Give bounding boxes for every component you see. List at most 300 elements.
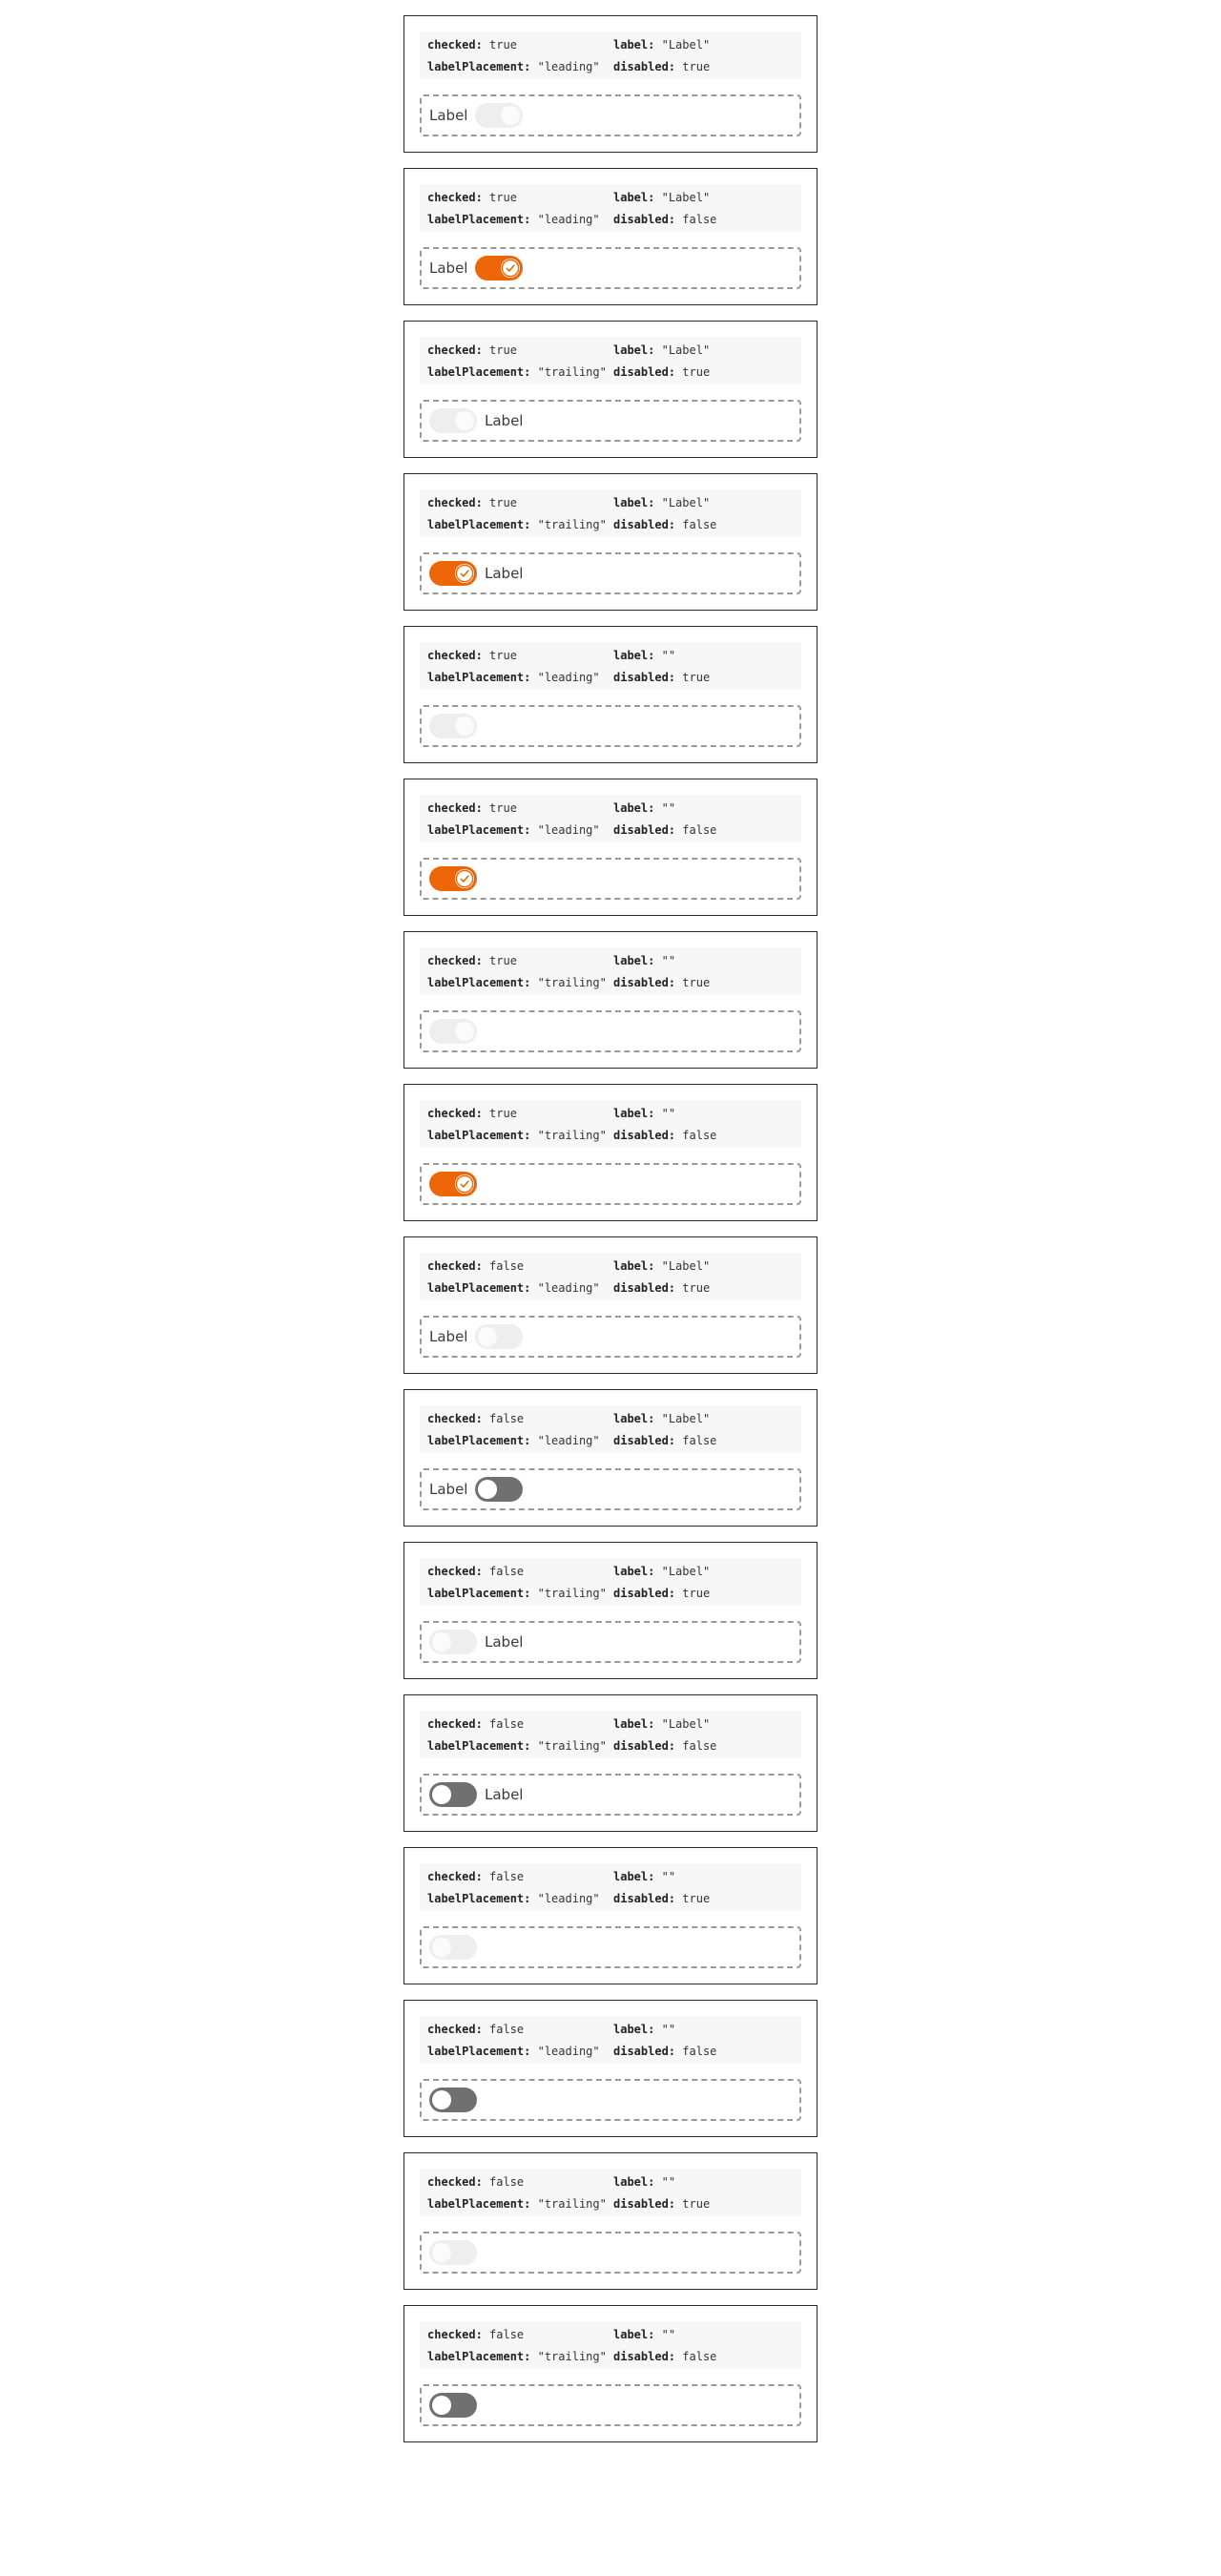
prop-value: "trailing" — [537, 1587, 607, 1600]
prop-value: false — [682, 1129, 717, 1142]
prop-key: labelPlacement: — [427, 60, 531, 73]
prop-key: disabled: — [613, 2350, 676, 2363]
toggle-case-card — [404, 2305, 817, 2442]
prop-disabled — [613, 365, 794, 380]
prop-checked — [427, 2175, 613, 2190]
toggle-label: Label — [429, 107, 468, 124]
prop-key: checked: — [427, 1107, 483, 1120]
toggle-control[interactable] — [429, 866, 477, 891]
toggle-case-card — [404, 321, 817, 458]
toggle-preview — [420, 1010, 801, 1052]
prop-value: false — [489, 2328, 525, 2341]
prop-key: label: — [613, 38, 655, 52]
prop-key: checked: — [427, 2023, 483, 2036]
prop-label — [613, 2328, 794, 2342]
prop-label — [613, 2023, 794, 2037]
toggle-case-card — [404, 626, 817, 763]
prop-labelplacement — [427, 518, 613, 532]
toggle-preview — [420, 705, 801, 747]
props-panel — [420, 1100, 801, 1148]
prop-checked — [427, 496, 613, 510]
toggle-switch-on[interactable] — [429, 1172, 477, 1196]
toggle-preview — [420, 1316, 801, 1358]
prop-checked — [427, 2328, 613, 2342]
prop-key: disabled: — [613, 1281, 676, 1295]
prop-checked — [427, 1107, 613, 1121]
prop-checked — [427, 649, 613, 663]
toggle-case-card — [404, 1084, 817, 1221]
check-icon — [455, 1174, 474, 1194]
prop-key: labelPlacement: — [427, 1739, 531, 1753]
prop-labelplacement — [427, 1739, 613, 1754]
prop-key: labelPlacement: — [427, 365, 531, 379]
prop-key: labelPlacement: — [427, 671, 531, 684]
prop-checked — [427, 801, 613, 816]
prop-labelplacement — [427, 1129, 613, 1143]
prop-disabled — [613, 213, 794, 227]
toggle-knob — [432, 2243, 451, 2262]
toggle-label: Label — [485, 1633, 524, 1651]
toggle-knob — [432, 1785, 451, 1804]
prop-value: "trailing" — [537, 2197, 607, 2211]
props-panel — [420, 184, 801, 232]
prop-labelplacement — [427, 2045, 613, 2059]
prop-value: "trailing" — [537, 976, 607, 989]
prop-label — [613, 343, 794, 358]
prop-value: false — [489, 2023, 525, 2036]
toggle-label: Label — [485, 565, 524, 582]
props-panel — [420, 1863, 801, 1911]
toggle-control[interactable] — [429, 2088, 477, 2112]
toggle-control[interactable] — [429, 561, 523, 586]
toggle-case-card — [404, 15, 817, 153]
prop-value: false — [682, 518, 717, 531]
prop-key: label: — [613, 2175, 655, 2189]
prop-labelplacement — [427, 1587, 613, 1601]
toggle-switch-off — [475, 1324, 523, 1349]
toggle-case-card — [404, 1694, 817, 1832]
prop-key: disabled: — [613, 1434, 676, 1447]
props-panel — [420, 1558, 801, 1606]
toggle-preview — [420, 2232, 801, 2274]
prop-value: "" — [661, 954, 676, 967]
prop-value: true — [489, 1107, 517, 1120]
prop-key: checked: — [427, 2175, 483, 2189]
toggle-knob — [432, 2090, 451, 2109]
prop-key: disabled: — [613, 1587, 676, 1600]
prop-disabled — [613, 2045, 794, 2059]
prop-value: "" — [661, 649, 676, 662]
toggle-label: Label — [429, 260, 468, 277]
prop-key: disabled: — [613, 2197, 676, 2211]
prop-key: checked: — [427, 1259, 483, 1273]
toggle-label: Label — [429, 1481, 468, 1498]
toggle-case-card — [404, 473, 817, 611]
prop-key: disabled: — [613, 823, 676, 837]
prop-disabled — [613, 1129, 794, 1143]
toggle-knob — [455, 564, 474, 583]
prop-disabled — [613, 2350, 794, 2364]
toggle-switch-on[interactable] — [429, 866, 477, 891]
prop-key: checked: — [427, 191, 483, 204]
toggle-knob — [455, 1174, 474, 1194]
prop-labelplacement — [427, 976, 613, 990]
prop-key: labelPlacement: — [427, 1587, 531, 1600]
prop-key: label: — [613, 954, 655, 967]
props-panel — [420, 2321, 801, 2369]
prop-key: labelPlacement: — [427, 2350, 531, 2363]
prop-checked — [427, 38, 613, 52]
toggle-knob — [455, 869, 474, 888]
toggle-preview — [420, 1163, 801, 1205]
prop-key: checked: — [427, 1412, 483, 1425]
prop-checked — [427, 1717, 613, 1732]
prop-value: "" — [661, 1870, 676, 1883]
prop-key: labelPlacement: — [427, 1434, 531, 1447]
prop-key: labelPlacement: — [427, 213, 531, 226]
prop-disabled — [613, 1892, 794, 1906]
prop-value: false — [489, 1259, 525, 1273]
toggle-case-card — [404, 1847, 817, 1984]
prop-value: true — [489, 801, 517, 815]
prop-label — [613, 1259, 794, 1274]
prop-labelplacement — [427, 365, 613, 380]
toggle-case-card — [404, 931, 817, 1069]
toggle-knob — [501, 259, 520, 278]
prop-key: labelPlacement: — [427, 823, 531, 837]
prop-value: false — [489, 2175, 525, 2189]
toggle-switch-off — [429, 2240, 477, 2265]
toggle-preview — [420, 2384, 801, 2426]
prop-key: label: — [613, 2328, 655, 2341]
prop-key: checked: — [427, 1717, 483, 1731]
toggle-knob — [455, 1022, 474, 1041]
prop-value: true — [489, 343, 517, 357]
prop-label — [613, 1565, 794, 1579]
prop-value: "trailing" — [537, 2350, 607, 2363]
prop-value: "" — [661, 2328, 676, 2341]
prop-value: "leading" — [537, 1434, 600, 1447]
toggle-switch-off[interactable] — [429, 2088, 477, 2112]
prop-value: "Label" — [661, 38, 711, 52]
props-panel — [420, 31, 801, 79]
prop-value: "trailing" — [537, 365, 607, 379]
prop-value: false — [682, 2350, 717, 2363]
toggle-preview — [420, 552, 801, 594]
toggle-switch-off[interactable] — [475, 1477, 523, 1502]
prop-key: label: — [613, 1565, 655, 1578]
toggle-preview — [420, 1621, 801, 1663]
toggle-control — [429, 1935, 477, 1960]
toggle-switch-on — [429, 1019, 477, 1044]
prop-key: label: — [613, 496, 655, 509]
toggle-knob — [455, 411, 474, 430]
prop-key: label: — [613, 649, 655, 662]
prop-labelplacement — [427, 213, 613, 227]
prop-value: "trailing" — [537, 1129, 607, 1142]
prop-disabled — [613, 1739, 794, 1754]
prop-key: checked: — [427, 38, 483, 52]
toggle-control — [429, 1324, 523, 1349]
toggle-switch-on — [475, 103, 523, 128]
prop-label — [613, 649, 794, 663]
prop-disabled — [613, 1587, 794, 1601]
prop-value: "leading" — [537, 213, 600, 226]
prop-key: checked: — [427, 496, 483, 509]
prop-value: false — [682, 823, 717, 837]
prop-value: "Label" — [661, 1259, 711, 1273]
prop-labelplacement — [427, 1434, 613, 1448]
toggle-case-card — [404, 2000, 817, 2137]
prop-value: false — [682, 213, 717, 226]
prop-value: "trailing" — [537, 1739, 607, 1753]
prop-labelplacement — [427, 1892, 613, 1906]
toggle-preview — [420, 858, 801, 900]
toggle-variants-list — [404, 15, 817, 2458]
prop-value: true — [489, 191, 517, 204]
prop-checked — [427, 2023, 613, 2037]
toggle-preview — [420, 2079, 801, 2121]
prop-key: disabled: — [613, 213, 676, 226]
prop-label — [613, 2175, 794, 2190]
prop-key: checked: — [427, 1565, 483, 1578]
prop-checked — [427, 343, 613, 358]
prop-checked — [427, 1259, 613, 1274]
prop-key: label: — [613, 1259, 655, 1273]
prop-key: checked: — [427, 954, 483, 967]
prop-disabled — [613, 518, 794, 532]
toggle-switch-on[interactable] — [475, 256, 523, 280]
prop-disabled — [613, 1434, 794, 1448]
prop-labelplacement — [427, 60, 613, 74]
prop-key: label: — [613, 2023, 655, 2036]
prop-value: true — [682, 976, 711, 989]
prop-key: checked: — [427, 801, 483, 815]
prop-disabled — [613, 60, 794, 74]
check-icon — [501, 259, 520, 278]
prop-value: false — [489, 1870, 525, 1883]
toggle-knob — [432, 1632, 451, 1652]
prop-key: disabled: — [613, 1892, 676, 1905]
toggle-knob — [455, 717, 474, 736]
prop-label — [613, 191, 794, 205]
prop-labelplacement — [427, 2197, 613, 2212]
prop-labelplacement — [427, 823, 613, 838]
toggle-switch-on[interactable] — [429, 561, 477, 586]
check-icon — [455, 564, 474, 583]
prop-value: "" — [661, 2175, 676, 2189]
prop-key: disabled: — [613, 1129, 676, 1142]
prop-key: labelPlacement: — [427, 976, 531, 989]
toggle-control[interactable] — [429, 256, 523, 280]
prop-value: "leading" — [537, 2045, 600, 2058]
toggle-label: Label — [485, 1786, 524, 1803]
prop-value: "leading" — [537, 823, 600, 837]
prop-value: "" — [661, 801, 676, 815]
prop-value: true — [682, 60, 711, 73]
prop-key: checked: — [427, 343, 483, 357]
toggle-case-card — [404, 2152, 817, 2290]
prop-key: disabled: — [613, 976, 676, 989]
check-icon — [455, 869, 474, 888]
prop-label — [613, 1412, 794, 1426]
prop-key: disabled: — [613, 2045, 676, 2058]
toggle-control[interactable] — [429, 1477, 523, 1502]
toggle-knob — [432, 2396, 451, 2415]
prop-label — [613, 1717, 794, 1732]
prop-value: "leading" — [537, 1892, 600, 1905]
toggle-switch-off — [429, 1935, 477, 1960]
prop-label — [613, 38, 794, 52]
toggle-switch-off[interactable] — [429, 1782, 477, 1807]
prop-key: labelPlacement: — [427, 2197, 531, 2211]
prop-key: checked: — [427, 1870, 483, 1883]
toggle-preview — [420, 247, 801, 289]
prop-value: true — [682, 365, 711, 379]
toggle-case-card — [404, 779, 817, 916]
prop-checked — [427, 1412, 613, 1426]
toggle-knob — [501, 106, 520, 125]
prop-value: true — [682, 1587, 711, 1600]
prop-value: "leading" — [537, 1281, 600, 1295]
prop-key: labelPlacement: — [427, 2045, 531, 2058]
prop-value: "Label" — [661, 1565, 711, 1578]
toggle-control — [429, 2240, 477, 2265]
prop-value: false — [682, 2045, 717, 2058]
prop-checked — [427, 954, 613, 968]
prop-value: "leading" — [537, 60, 600, 73]
toggle-preview — [420, 400, 801, 442]
toggle-control — [429, 1630, 523, 1654]
prop-labelplacement — [427, 671, 613, 685]
prop-value: "Label" — [661, 496, 711, 509]
prop-value: true — [489, 649, 517, 662]
toggle-preview — [420, 1926, 801, 1968]
prop-key: disabled: — [613, 60, 676, 73]
prop-value: true — [682, 2197, 711, 2211]
toggle-case-card — [404, 168, 817, 305]
prop-key: disabled: — [613, 365, 676, 379]
prop-value: true — [682, 1281, 711, 1295]
prop-value: true — [489, 38, 517, 52]
prop-value: "trailing" — [537, 518, 607, 531]
prop-key: labelPlacement: — [427, 1892, 531, 1905]
prop-key: disabled: — [613, 518, 676, 531]
prop-key: label: — [613, 1412, 655, 1425]
toggle-preview — [420, 94, 801, 136]
prop-disabled — [613, 976, 794, 990]
toggle-control — [429, 714, 477, 738]
prop-key: labelPlacement: — [427, 1129, 531, 1142]
prop-checked — [427, 1565, 613, 1579]
props-panel — [420, 1711, 801, 1758]
prop-value: false — [682, 1739, 717, 1753]
prop-value: "Label" — [661, 1717, 711, 1731]
prop-value: true — [682, 671, 711, 684]
prop-value: true — [682, 1892, 711, 1905]
toggle-switch-on — [429, 714, 477, 738]
prop-key: label: — [613, 1717, 655, 1731]
props-panel — [420, 2169, 801, 2216]
prop-value: "" — [661, 1107, 676, 1120]
prop-value: true — [489, 496, 517, 509]
prop-value: false — [489, 1565, 525, 1578]
prop-value: false — [682, 1434, 717, 1447]
prop-value: true — [489, 954, 517, 967]
prop-checked — [427, 1870, 613, 1884]
prop-key: label: — [613, 191, 655, 204]
prop-key: label: — [613, 343, 655, 357]
toggle-preview — [420, 1468, 801, 1510]
prop-key: disabled: — [613, 1739, 676, 1753]
toggle-switch-on — [429, 408, 477, 433]
toggle-label: Label — [485, 412, 524, 429]
prop-value: "leading" — [537, 671, 600, 684]
toggle-knob — [432, 1938, 451, 1957]
toggle-control — [429, 408, 523, 433]
props-panel — [420, 1405, 801, 1453]
props-panel — [420, 2016, 801, 2064]
toggle-control — [429, 103, 523, 128]
prop-checked — [427, 191, 613, 205]
prop-label — [613, 1870, 794, 1884]
toggle-case-card — [404, 1389, 817, 1527]
toggle-control[interactable] — [429, 1782, 523, 1807]
toggle-switch-off — [429, 1630, 477, 1654]
prop-key: checked: — [427, 2328, 483, 2341]
toggle-preview — [420, 1774, 801, 1816]
prop-labelplacement — [427, 2350, 613, 2364]
toggle-label: Label — [429, 1328, 468, 1345]
prop-disabled — [613, 1281, 794, 1296]
prop-key: labelPlacement: — [427, 1281, 531, 1295]
prop-label — [613, 1107, 794, 1121]
prop-value: "Label" — [661, 1412, 711, 1425]
prop-label — [613, 801, 794, 816]
toggle-control — [429, 1019, 477, 1044]
prop-disabled — [613, 2197, 794, 2212]
prop-disabled — [613, 671, 794, 685]
toggle-knob — [478, 1480, 497, 1499]
prop-key: checked: — [427, 649, 483, 662]
prop-disabled — [613, 823, 794, 838]
prop-value: "Label" — [661, 191, 711, 204]
prop-value: "" — [661, 2023, 676, 2036]
prop-labelplacement — [427, 1281, 613, 1296]
toggle-case-card — [404, 1236, 817, 1374]
toggle-control[interactable] — [429, 2393, 477, 2418]
props-panel — [420, 1253, 801, 1300]
props-panel — [420, 489, 801, 537]
toggle-knob — [478, 1327, 497, 1346]
prop-key: label: — [613, 801, 655, 815]
prop-label — [613, 954, 794, 968]
prop-key: disabled: — [613, 671, 676, 684]
prop-value: false — [489, 1717, 525, 1731]
prop-value: false — [489, 1412, 525, 1425]
prop-value: "Label" — [661, 343, 711, 357]
toggle-case-card — [404, 1542, 817, 1679]
props-panel — [420, 642, 801, 690]
props-panel — [420, 795, 801, 842]
props-panel — [420, 337, 801, 384]
toggle-control[interactable] — [429, 1172, 477, 1196]
prop-key: labelPlacement: — [427, 518, 531, 531]
prop-label — [613, 496, 794, 510]
toggle-switch-off[interactable] — [429, 2393, 477, 2418]
prop-key: label: — [613, 1870, 655, 1883]
props-panel — [420, 947, 801, 995]
